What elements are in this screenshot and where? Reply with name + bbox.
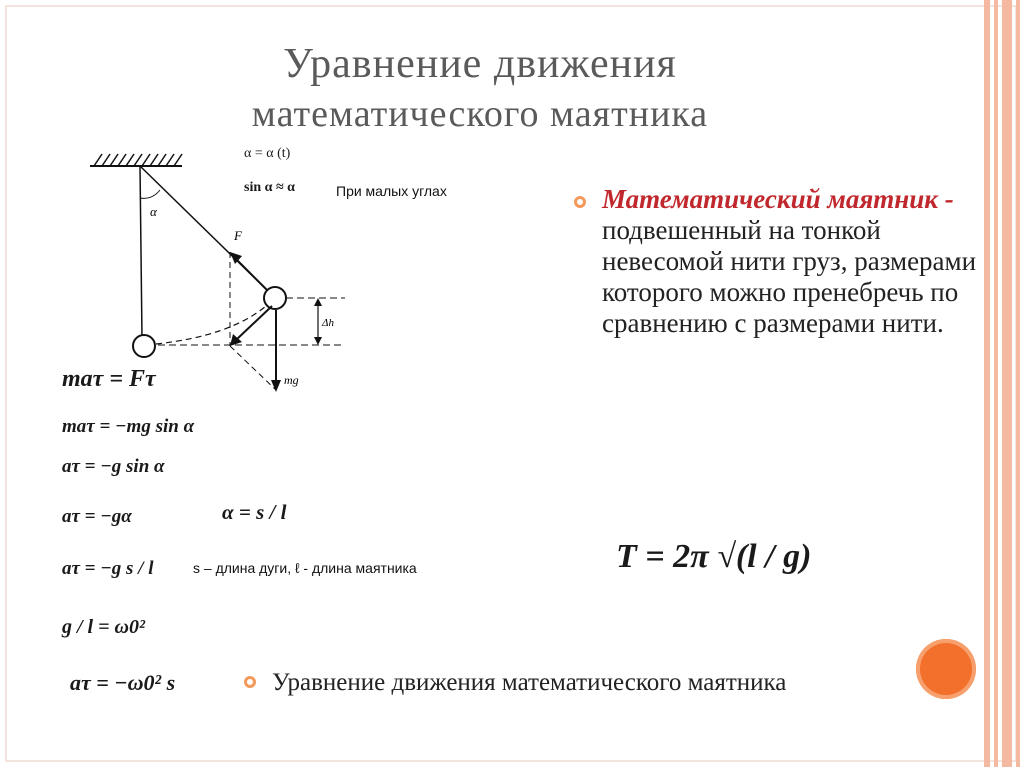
slide-title-line2: математического маятника xyxy=(251,93,709,135)
eq-sin-approx: sin α ≈ α xyxy=(244,180,295,195)
bottom-bullet-text: Уравнение движения математического маятника xyxy=(272,669,787,696)
equation-4b: α = s / l xyxy=(222,500,287,524)
equation-1: maτ = Fτ xyxy=(62,366,156,392)
eq-alpha-of-t: α = α (t) xyxy=(244,146,291,161)
equation-2: maτ = −mg sin α xyxy=(62,416,195,437)
angle-alpha-label: α xyxy=(150,204,157,219)
bottom-bullet-icon xyxy=(244,676,256,688)
small-angles-note: При малых углах xyxy=(336,183,447,199)
force-f-label: F xyxy=(234,228,242,243)
definition-bullet-icon xyxy=(574,196,586,208)
equation-7: aτ = −ω0² s xyxy=(70,670,176,695)
orange-decorative-circle xyxy=(916,639,976,699)
definition-text: подвешенный на тонкой невесомой нити груз, размерами которого можно пренебречь по сравнению с размерами нити. xyxy=(602,215,977,338)
mg-label: mg xyxy=(284,373,299,387)
pendulum-diagram xyxy=(80,140,380,400)
equation-6: g / l = ω0² xyxy=(62,616,145,638)
delta-h-label: Δh xyxy=(322,317,334,329)
definition-block xyxy=(602,184,982,339)
equation-3: aτ = −g sin α xyxy=(62,456,165,477)
equation-5: aτ = −g s / l xyxy=(62,558,154,579)
slide-title-line1: Уравнение движения xyxy=(283,41,677,87)
equation-4: aτ = −gα xyxy=(62,506,132,527)
variables-legend: s – длина дуги, ℓ - длина маятника xyxy=(193,560,417,576)
definition-term: Математический маятник - xyxy=(602,184,954,214)
period-formula: T = 2π √(l / g) xyxy=(616,538,812,575)
